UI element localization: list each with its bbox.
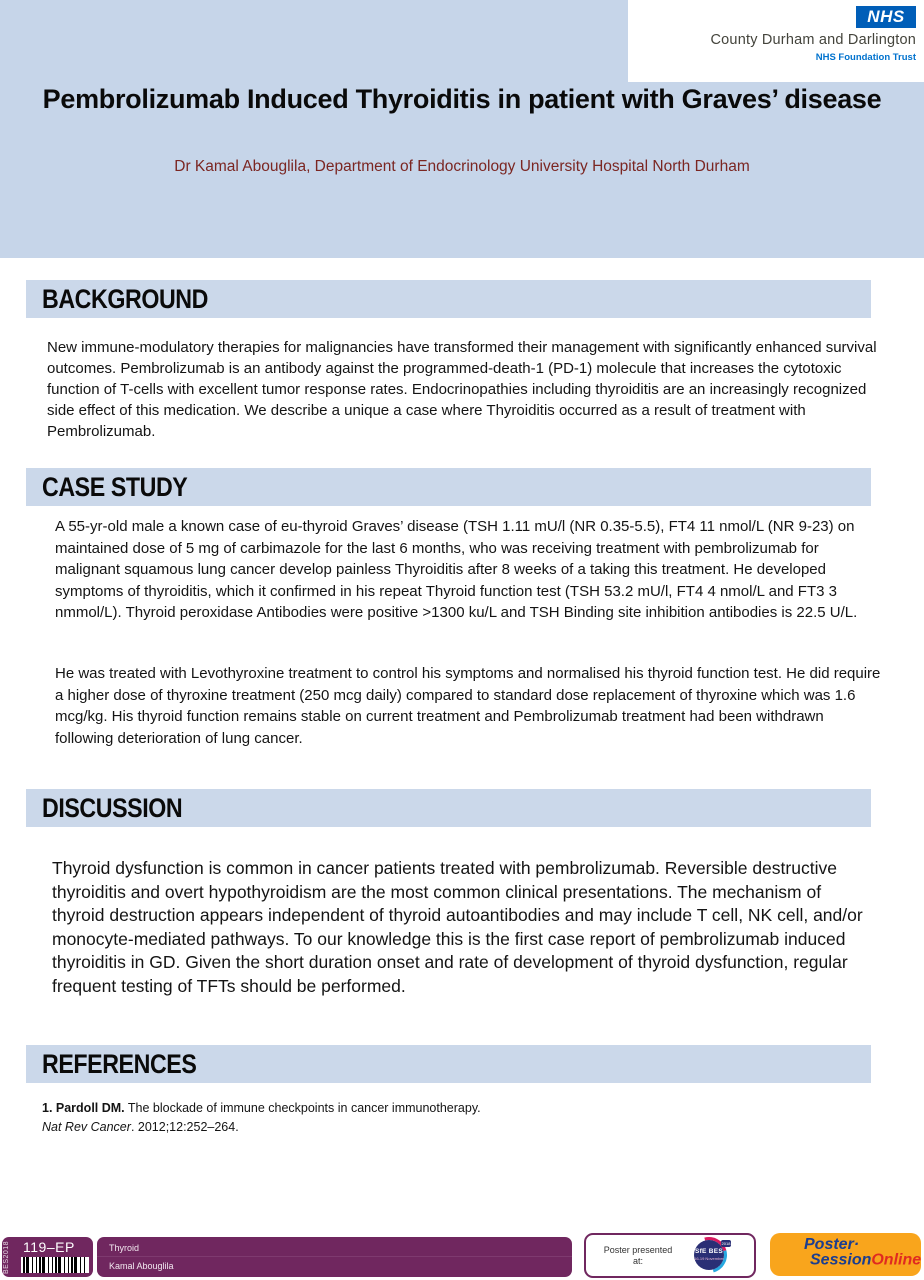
trust-type: NHS Foundation Trust <box>815 52 916 63</box>
nhs-logo-text: NHS <box>867 7 905 26</box>
footer-divider <box>97 1256 572 1257</box>
references-heading: REFERENCES <box>42 1048 197 1079</box>
psonline-online: Online <box>871 1251 921 1269</box>
presented-line2: at: <box>632 1255 643 1266</box>
discussion-section-header <box>26 789 871 827</box>
trust-name: County Durham and Darlington <box>710 32 916 48</box>
event-code: BES2018 <box>3 1240 10 1274</box>
nhs-logo-icon <box>856 6 916 28</box>
poster-subtitle: Dr Kamal Abouglila, Department of Endocrinology University Hospital North Durham <box>174 158 750 175</box>
poster-title: Pembrolizumab Induced Thyroiditis in patient with Graves’ disease <box>42 84 882 114</box>
case-study-heading: CASE STUDY <box>42 471 188 502</box>
topic-author-box <box>97 1237 572 1277</box>
poster-number-box <box>2 1237 93 1277</box>
poster-presented-box <box>584 1233 756 1278</box>
sfe-bes-logo-year: 2018 <box>721 1240 731 1246</box>
sfe-bes-logo-circle <box>694 1240 724 1270</box>
nhs-logo-box <box>628 0 924 82</box>
reference-title: The blockade of immune checkpoints in cancer immunotherapy. <box>124 1101 481 1115</box>
psonline-session-online-text <box>810 1248 921 1268</box>
reference-authors: 1. Pardoll DM. <box>42 1101 125 1115</box>
sfe-bes-logo-text: SfE BES <box>694 1248 724 1255</box>
presented-line1: Poster presented <box>603 1244 673 1255</box>
footer-author: Kamal Abouglila <box>109 1261 174 1271</box>
postersessiononline-logo <box>770 1233 921 1276</box>
barcode-bars <box>23 1257 87 1273</box>
case-study-paragraph-1: A 55-yr-old male a known case of eu-thyroid Graves’ disease (TSH 1.11 mU/l (NR 0.35-5.5), FT4 11 nmol/L (NR 9-23) on maintained dose of 5 mg of carbimazole for the last 6 months, who was receiving treatment with pembrolizumab for malignant squamous lung cancer develop painless Thyroiditis after 8 weeks of a taking this treatment. He developed symptoms of thyroiditis, which it confirmed in his repeat Thyroid function test (TSH 53.2 mU/l, FT4 4 nmol/L and FT3 3 nmmol/L). Thyroid peroxidase Antibodies were positive >1300 ku/L and TSH Binding site inhibition antibodies is 22.5 U/L. <box>55 518 858 621</box>
case-study-section-header <box>26 468 871 506</box>
discussion-text: Thyroid dysfunction is common in cancer patients treated with pembrolizumab. Reversible destructive thyroiditis and overt hypothyroidism are the most common clinical presentations. The mechanism of thyroid destruction appears independent of thyroid autoantibodies and may include T cell, NK cell, and/or monocyte-mediated pathways. To our knowledge this is the first case report of pembrolizumab induced thyroiditis in GD. Given the short duration onset and rate of development of thyroid dysfunction, regular frequent testing of TFTs should be performed. <box>52 858 863 996</box>
background-text: New immune-modulatory therapies for malignancies have transformed their management with significantly enhanced survival outcomes. Pembrolizumab is an antibody against the programmed-death-1 (PD-1) molecule that increases the cytotoxic function of T-cells with excellent tumor response rates. Endocrinopathies including thyroiditis are an increasingly recognized side effect of this medication. We describe a unique a case where Thyroiditis occurred as a result of treatment with Pembrolizumab. <box>47 339 877 440</box>
discussion-heading: DISCUSSION <box>42 792 183 823</box>
background-section-header <box>26 280 871 318</box>
case-study-paragraph-2: He was treated with Levothyroxine treatment to control his symptoms and normalised his thyroid function test. He did require a higher dose of thyroxine treatment (250 mcg daily) compared to standard dose replacement of thyroxine which was 1.6 mcg/kg. His thyroid function remains stable on current treatment and Pembrolizumab treatment had been withdrawn following deterioration of lung cancer. <box>55 665 881 747</box>
sfe-bes-logo-sub: 16-19 November <box>694 1256 724 1261</box>
reference-journal: Nat Rev Cancer <box>42 1120 131 1134</box>
poster-number: 119–EP <box>23 1239 75 1255</box>
reference-citation: . 2012;12:252–264. <box>130 1120 239 1134</box>
sfe-bes-logo-icon <box>692 1238 731 1274</box>
header-band <box>0 0 924 258</box>
references-section-header <box>26 1045 871 1083</box>
background-heading: BACKGROUND <box>42 283 208 314</box>
reference-entry <box>42 1099 872 1137</box>
barcode <box>21 1257 89 1273</box>
presented-label <box>586 1245 690 1267</box>
psonline-poster-text: Poster· <box>804 1236 860 1253</box>
footer-topic: Thyroid <box>109 1243 140 1253</box>
psonline-session: Session <box>810 1251 872 1269</box>
